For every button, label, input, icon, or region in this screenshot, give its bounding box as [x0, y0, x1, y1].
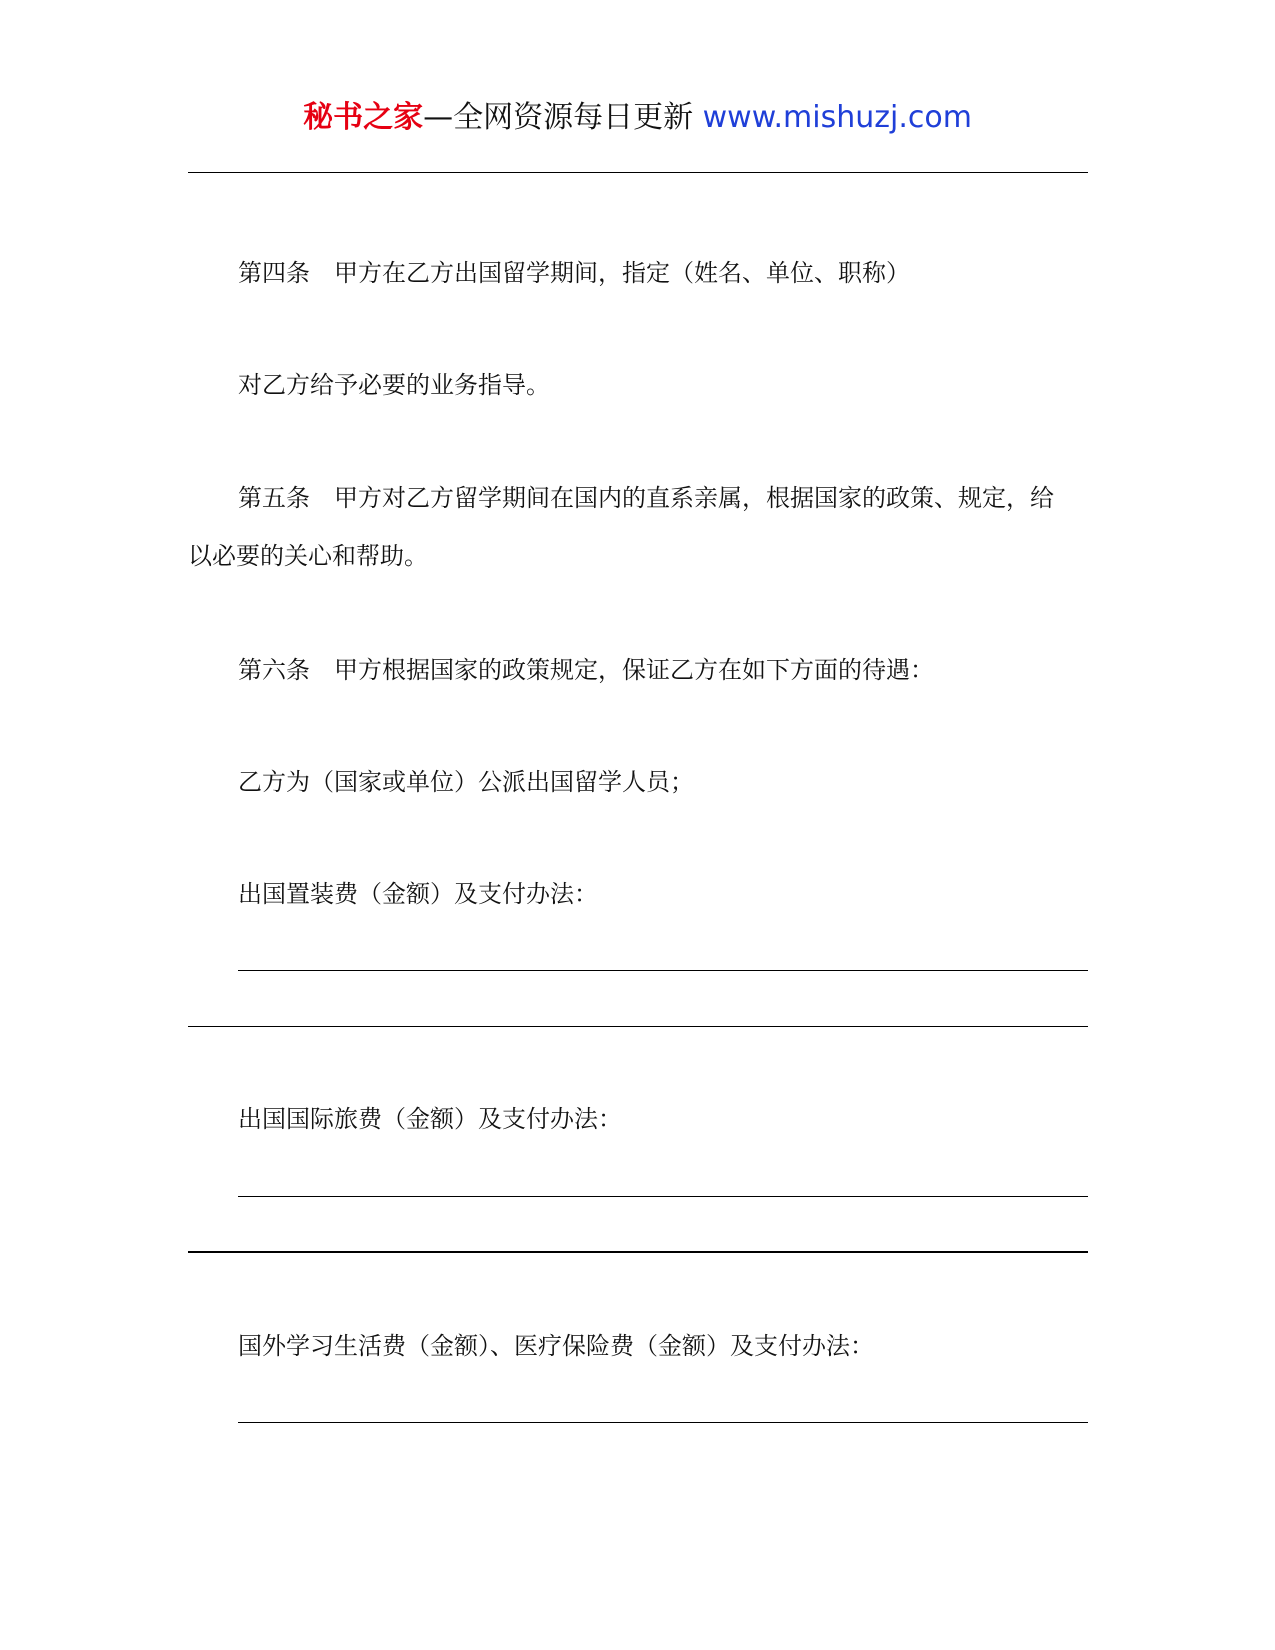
header-tagline: —全网资源每日更新 [423, 100, 694, 135]
header-brand: 秘书之家 [303, 100, 424, 135]
article-5-line-2: 以必要的关心和帮助。 [188, 542, 428, 570]
article-4-number: 第四条 [238, 259, 310, 287]
item-status: 乙方为（国家或单位）公派出国留学人员； [238, 768, 694, 796]
fill-line-travel-1[interactable] [238, 1196, 1088, 1197]
fill-line-living-1[interactable] [238, 1422, 1088, 1423]
item-living: 国外学习生活费（金额）、医疗保险费（金额）及支付办法： [238, 1332, 874, 1360]
article-6-text: 甲方根据国家的政策规定，保证乙方在如下方面的待遇： [334, 656, 934, 684]
article-6 [188, 640, 1088, 700]
article-4-line-1 [188, 243, 1088, 303]
article-5-text: 甲方对乙方留学期间在国内的直系亲属，根据国家的政策、规定，给 [334, 484, 1054, 512]
header-divider [188, 172, 1088, 173]
article-5-line-1 [188, 468, 1088, 528]
header-url-link[interactable]: www.mishuzj.com [702, 100, 972, 135]
article-4-text: 甲方在乙方出国留学期间，指定（姓名、单位、职称） [334, 259, 910, 287]
article-6-number: 第六条 [238, 656, 310, 684]
fill-line-outfit-2[interactable] [188, 1026, 1088, 1027]
article-4-line-2: 对乙方给予必要的业务指导。 [238, 371, 550, 399]
item-travel: 出国国际旅费（金额）及支付办法： [238, 1105, 622, 1133]
document-header [0, 98, 1275, 138]
article-5-number: 第五条 [238, 484, 310, 512]
fill-line-travel-2[interactable] [188, 1251, 1088, 1253]
item-outfit: 出国置装费（金额）及支付办法： [238, 880, 598, 908]
fill-line-outfit-1[interactable] [238, 970, 1088, 971]
